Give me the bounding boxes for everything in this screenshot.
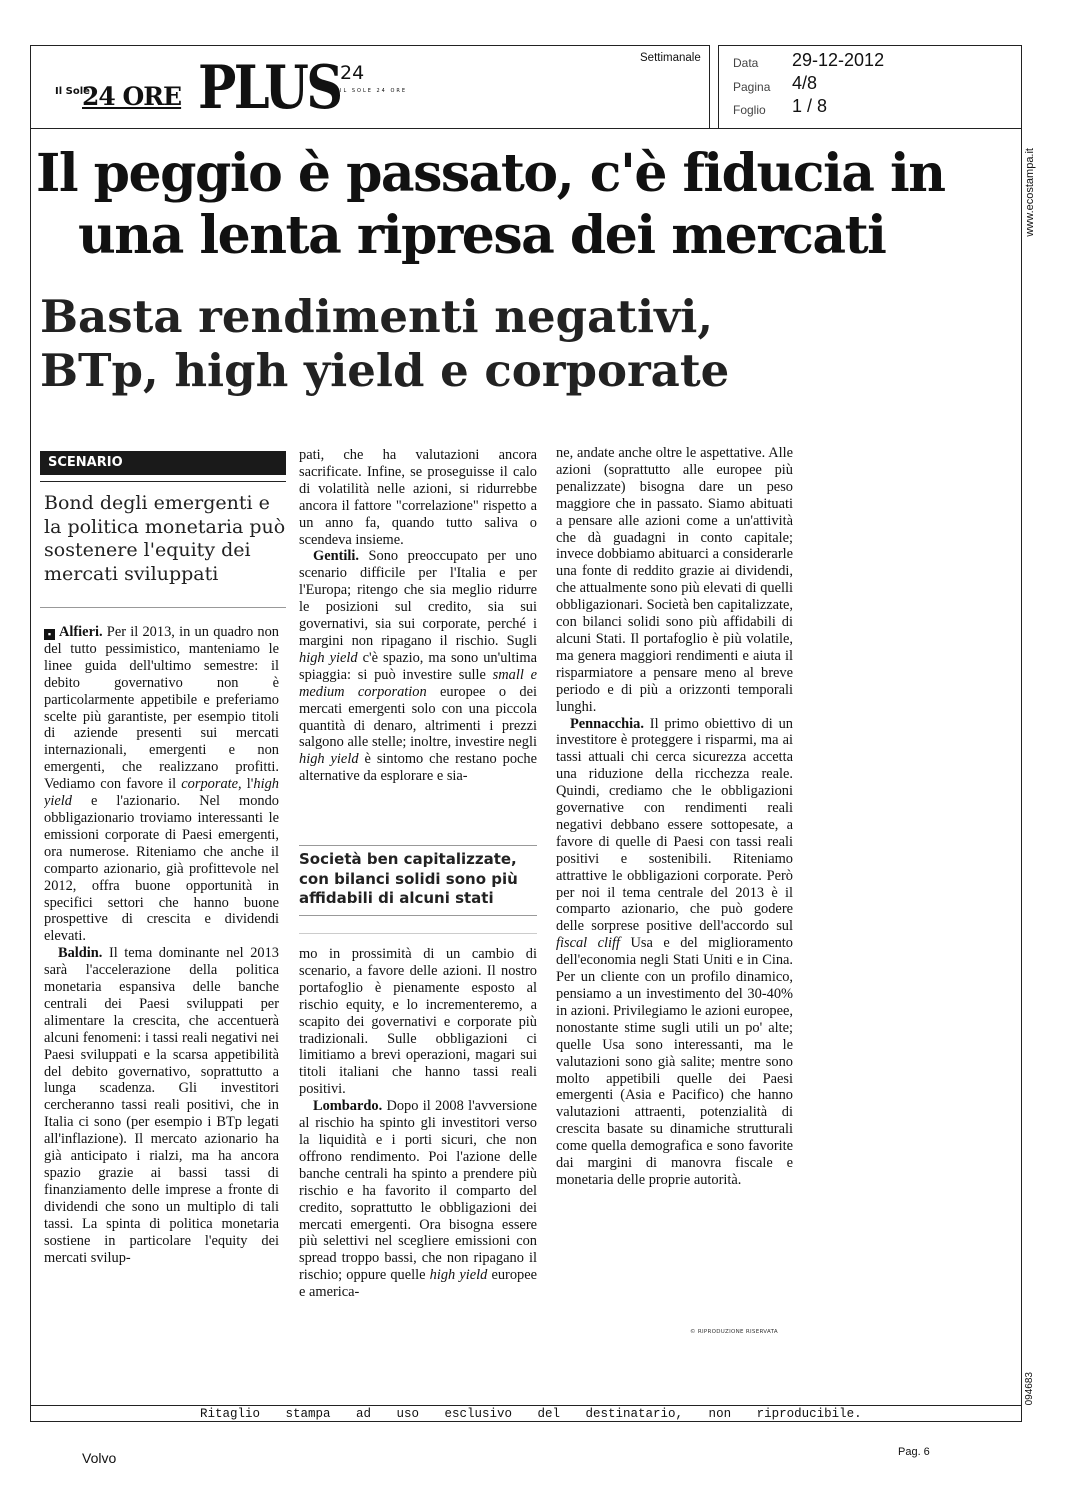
pull-quote: Società ben capitalizzate, con bilanci solidi sono più affidabili di alcuni stati [299,850,518,907]
periodicity: Settimanale [640,52,701,64]
logo-tagline: IL SOLE 24 ORE [340,88,408,94]
client-name: Volvo [82,1450,117,1466]
logo-plus: PLUS [198,53,341,123]
footer-notice: Ritaglio stampa ad uso esclusivo del destinatario, non riproducibile. [200,1407,862,1421]
logo-24-ore: 24 ORE [82,82,182,111]
paragraph-continuation: pati, che ha valutazioni ancora sacrificate. Infine, se proseguisse il calo di volatilità nelle azioni, si ridurrebbe ancora il fattore "correlazione" rispetto a un anno fa, quando tutto saliva o scendeva insieme. [299,447,537,548]
paragraph-gentili: Gentili. Sono preoccupato per uno scenario difficile per l'Italia e per l'Europa; ritengo che sia meglio ridurre le posizioni sul credito, sia sui governativi, sia sui corporate, perché i margini non ripagano il rischio. Sugli high yield c'è spazio, ma sono un'ultima spiaggia: si può investire sulle small e medium corporation europee o dei mercati emergenti solo con una piccola quantità di denaro, altrimenti i prezzi salgono alle stelle; inoltre, investire negli high yield è sintomo che restano poche alternative da esplorare e sia- [299,548,537,785]
headline [36,143,996,267]
headline-line-2: una lenta ripresa dei mercati [78,205,886,266]
page-number: Pag. 6 [898,1446,930,1458]
subheadline [40,290,840,398]
paragraph-baldin: Baldin. Il tema dominante nel 2013 sarà l'accelerazione della politica monetaria espansiva delle banche centrali dei Paesi sviluppati per alimentare la crescita, che accentuerà alcuni fenomeni: i tassi reali negativi nei Paesi sviluppati e la scarsa appetibilità del debito governativo, soprattutto a lunga scadenza. Gli investitori cercheranno tassi reali positivi, che in Italia ci sono (per esempio i BTp legati all'inflazione). Il mercato azionario ha già anticipato i rialzi, ma ha ancora spazio grazie ai bassi tassi di finanziamento delle imprese a fronte di dividendi che sono un multiplo di tali tassi. La spinta di politica monetaria sostiene in particolare l'equity dei mercati svilup- [44,945,279,1266]
column-2-bottom [299,946,537,1334]
foglio-value: 1 / 8 [792,96,828,116]
logo-il-sole: Il Sole [55,86,90,97]
bullet-square-icon: ▪ [44,629,55,640]
logo-plus-24: 24 [340,62,365,84]
deck: Bond degli emergenti e la politica monetaria può sostenere l'equity dei mercati sviluppati [44,492,286,585]
subhead-line-1: Basta rendimenti negativi, [40,290,714,343]
divider [299,933,537,934]
subhead-line-2: BTp, high yield e corporate [40,344,730,397]
divider [299,915,537,916]
foglio-label: Foglio [733,103,766,117]
paragraph-continuation: ne, andate anche oltre le aspettative. Alle azioni (soprattutto alle europee più penalizzate) bisogna dare un peso maggiore che in passato. Siamo abituati a pensare alle azioni come a un'attività che dà guadagni in conto capitale; invece dobbiamo abituarci a considerarle una fonte di reddito grazie ai dividendi, che attualmente sono più elevati di quelli obbligazionari. Società ben capitalizzate, con bilanci solidi sono più affidabili di alcuni Stati. Il portafoglio è più volatile, ma genera maggiori rendimenti e aiuta il risparmiatore a pensare meno al breve periodo e di più a orizzonti temporali lunghi. [556,445,793,715]
data-label: Data [733,56,759,70]
headline-line-1: Il peggio è passato, c'è fiducia in [36,143,945,204]
copyright-notice: © RIPRODUZIONE RISERVATA [690,1329,778,1335]
data-value: 29-12-2012 [792,50,885,70]
divider [40,607,286,608]
paragraph-lombardo: Lombardo. Dopo il 2008 l'avversione al rischio ha spinto gli investitori verso la liquidità e i porti sicuri, che non offrono rendimento. Poi l'azione delle banche centrali ha spinto a prendere più rischio e ha favorito il comparto del credito, soprattutto le obbligazioni dei mercati emergenti. Ora bisogna essere più selettivi nel scegliere emissioni con spread troppo bassi, che non ripagano il rischio; oppure quelle high yield europee e america- [299,1098,537,1301]
pagina-value: 4/8 [792,73,818,93]
column-2-top [299,447,537,837]
side-url: www.ecostampa.it [1024,148,1036,237]
paragraph-pennacchia: Pennacchia. Il primo obiettivo di un investitore è proteggere i risparmi, ma ai tassi attuali chi cerca sicurezza accetta una riduzione della ricchezza reale. Quindi, crediamo che le obbligazioni governative con rendimenti reali negativi debbano essere sottopesate, a favore di quelle di Paesi con tassi reali positivi e sostenibili. Riteniamo attrattive le obbligazioni corporate. Però per noi il tema centrale del 2013 è il comparto azionario, che può godere delle sorprese positive dell'accordo sul fiscal cliff Usa e del miglioramento dell'economia negli Stati Uniti e in Cina. Per un cliente con un profilo dinamico, pensiamo a un investimento del 30-40% in azioni. Privilegiamo le azioni europee, nonostante stime sugli utili un po' alte; quelle Usa sono interessanti, ma le valutazioni sono già salite; mentre sono molto appetibili quelle dei Paesi emergenti (Asia e Pacifico) che hanno valutazioni attraenti, potenzialità di crescita basate su dinamiche strutturali come quella demografica e sono favorite dai margini di manovra fiscale e monetaria delle proprie autorità. [556,715,793,1188]
pagina-label: Pagina [733,80,771,94]
divider [30,1405,1022,1406]
side-code: 094683 [1024,1372,1035,1406]
divider [299,845,537,846]
paragraph-alfieri: ▪ Alfieri. Per il 2013, in un quadro non del tutto pessimistico, manteniamo le linee guida dell'ultimo semestre: il debito governativo non è particolarmente appetibile e preferiamo scelte più garantiste, per esempio titoli di aziende presenti sui mercati internazionali, emergenti e non emergenti, che realizzano profitti. Vediamo con favore il corporate, l'high yield e l'azionario. Nel mondo obbligazionario troviamo interessanti le emissioni corporate di Paesi emergenti, ora numerose. Riteniamo che anche il comparto azionario, già profittevole nel 2012, offra buone opportunità in specifici settori che hanno buone prospettive di crescita e dividendi elevati. [44,624,279,945]
column-1 [44,624,279,1330]
column-3 [556,445,793,1323]
divider [40,481,286,482]
section-tag: SCENARIO [40,451,286,475]
paragraph-continuation: mo in prossimità di un cambio di scenario, a favore delle azioni. Il nostro portafoglio è pienamente esposto al rischio equity, e lo incrementeremo, a scapito dei governativi e corporate più tradizionali. Sulle obbligazioni ci limitiamo a brevi operazioni, magari sui titoli italiani che hanno tassi reali positivi. [299,946,537,1098]
